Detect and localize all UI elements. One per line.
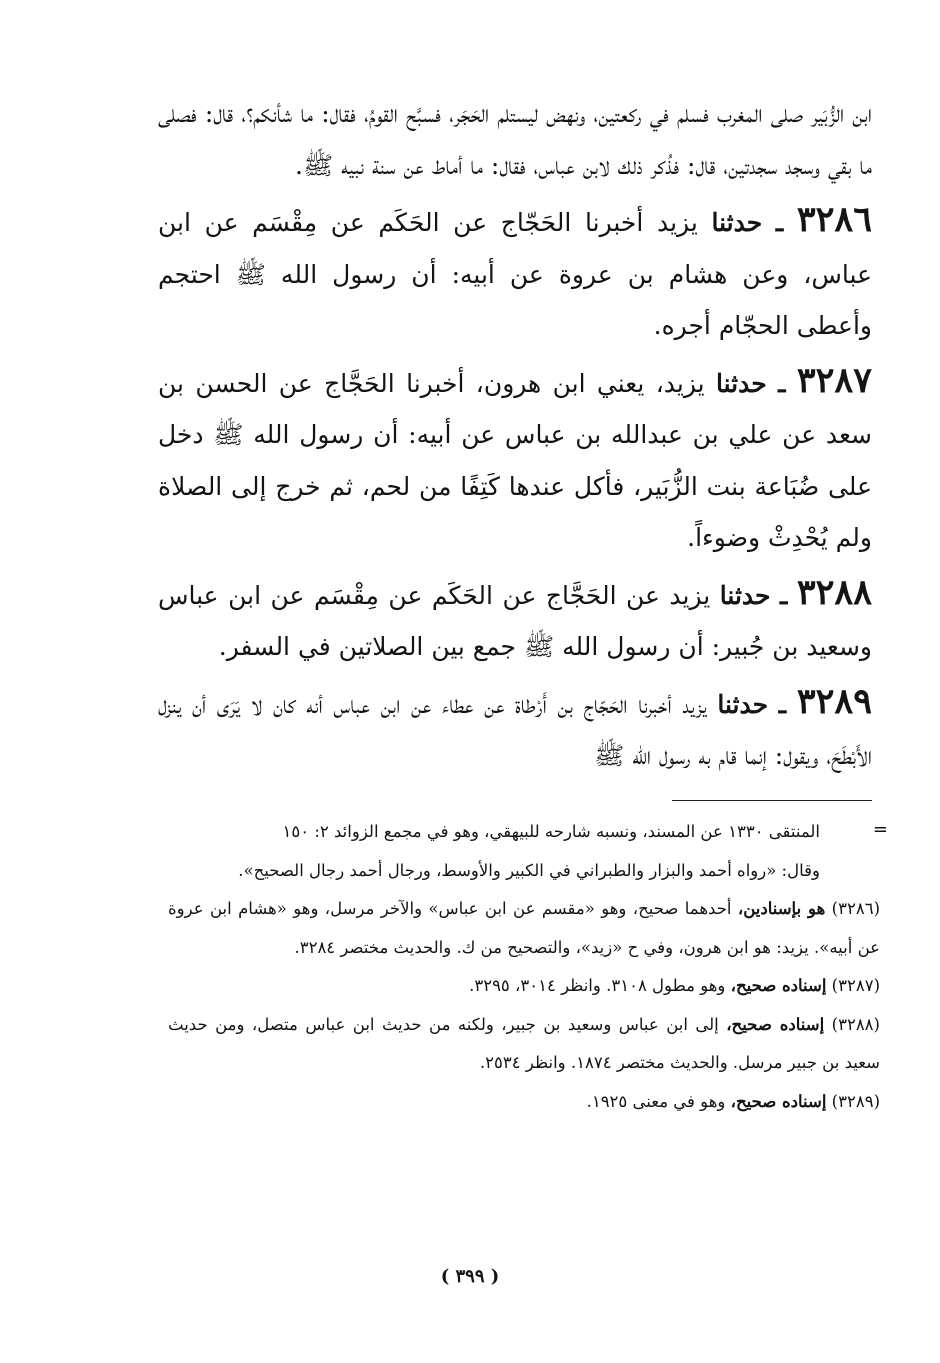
hadith-3287 (158, 355, 872, 564)
hadith-3289 (158, 676, 872, 782)
footnote-3289 (168, 1083, 880, 1122)
hadith-number: ٣٢٨٧ (796, 359, 873, 401)
page-number: ( ٣٩٩ ) (440, 1266, 500, 1287)
hadith-number: ٣٢٨٨ (796, 571, 873, 613)
footnote-text: وهو في معنى ١٩٢٥. (586, 1091, 726, 1111)
main-text (158, 88, 872, 782)
footnote-grade: إسناده صحيح، (726, 1014, 825, 1034)
hadith-text: يزيد أخبرنا الحَجّاج بن أَرْطاة عن عطاء عن ابن عباس أنه كان لا يَرَى أن ينزل الأَبْطَحَ، ويقول: إنما قام به رسول الله ﷺ (158, 689, 872, 770)
hadith-text: يزيد عن الحَجَّاج عن الحَكَم عن مِقْسَم عن ابن عباس وسعيد بن جُبير: أن رسول الله ﷺ جمع بين الصلاتين في السفر. (158, 580, 872, 661)
footnote-grade: إسناده صحيح، (730, 976, 827, 995)
hadith-label: حدثنا (711, 208, 763, 237)
footnotes (168, 813, 880, 1121)
footnote-ref: (٣٢٨٦) (831, 899, 880, 918)
footnote-ref: (٣٢٨٧) (831, 976, 880, 995)
hadith-dash: ـ (778, 689, 787, 719)
footnote-divider (672, 800, 872, 801)
footnote-3288 (168, 1006, 880, 1083)
hadith-number: ٣٢٨٩ (796, 680, 873, 722)
footnote-ref: (٣٢٨٩) (831, 1091, 880, 1111)
hadith-number: ٣٢٨٦ (796, 199, 873, 240)
footnote-text: وهو مطول ٣١٠٨. وانظر ٣٠١٤، ٣٢٩٥. (469, 976, 726, 995)
footnote-text: أحدهما صحيح، وهو «مقسم عن ابن عباس» والآخر مرسل، وهو «هشام ابن عروة عن أبيه». يزيد: هو ابن هرون، وفي ح «زيد»، والتصحيح من ك. والحديث مختصر ٣٢٨٤. (168, 899, 880, 957)
hadith-dash: ـ (779, 580, 788, 610)
footnote-text: إلى ابن عباس وسعيد بن جبير، ولكنه من حديث ابن عباس متصل، ومن حديث سعيد بن جبير مرسل. والحديث مختصر ١٨٧٤. وانظر ٢٥٣٤. (168, 1014, 880, 1072)
footnote-continuation-line: وقال: «رواه أحمد والبزار والطبراني في الكبير والأوسط، ورجال أحمد رجال الصحيح». (238, 860, 820, 880)
continuation-mark: = (872, 819, 888, 840)
footnote-ref: (٣٢٨٨) (831, 1014, 880, 1034)
hadith-3286 (158, 194, 872, 352)
footnote-grade: هو بإسنادين، (737, 899, 826, 918)
hadith-label: حدثنا (716, 368, 767, 398)
hadith-label: حدثنا (719, 580, 771, 610)
hadith-dash: ـ (778, 368, 786, 398)
hadith-3288 (158, 567, 872, 673)
footnote-3287 (168, 967, 880, 1006)
footnote-3286 (168, 890, 880, 967)
footnote-grade: إسناده صحيح، (730, 1091, 827, 1111)
hadith-label: حدثنا (717, 689, 769, 719)
intro-paragraph: ابن الزُّبَير صلى المغرب فسلم في ركعتين، ونهض ليستلم الحَجَر، فسبَّح القومُ، فقال: ما شأنكم؟، قال: فصلى ما بقي وسجد سجدتين، قال: فذُكر ذلك لابن عباس، فقال: ما أماط عن سنة نبيه ﷺ. (158, 99, 872, 180)
hadith-text: يزيد أخبرنا الحَجّاج عن الحَكَم عن مِقْسَم عن ابن عباس، وعن هشام بن عروة عن أبيه: أن رسول الله ﷺ احتجم وأعطى الحجّام أجره. (158, 208, 872, 340)
hadith-dash: ـ (775, 208, 784, 237)
hadith-text: يزيد، يعني ابن هرون، أخبرنا الحَجَّاج عن الحسن بن سعد عن علي بن عبدالله بن عباس عن أبيه: أن رسول الله ﷺ دخل على ضُبَاعة بنت الزُّبَير، فأكل عندها كَتِفًا من لحم، ثم خرج إلى الصلاة ولم يُحْدِثْ وضوءاً. (158, 368, 872, 552)
footnote-continuation-line: المنتقى ١٣٣٠ عن المسند، ونسبه شارحه للبيهقي، وهو في مجمع الزوائد ٢: ١٥٠ (282, 822, 820, 841)
